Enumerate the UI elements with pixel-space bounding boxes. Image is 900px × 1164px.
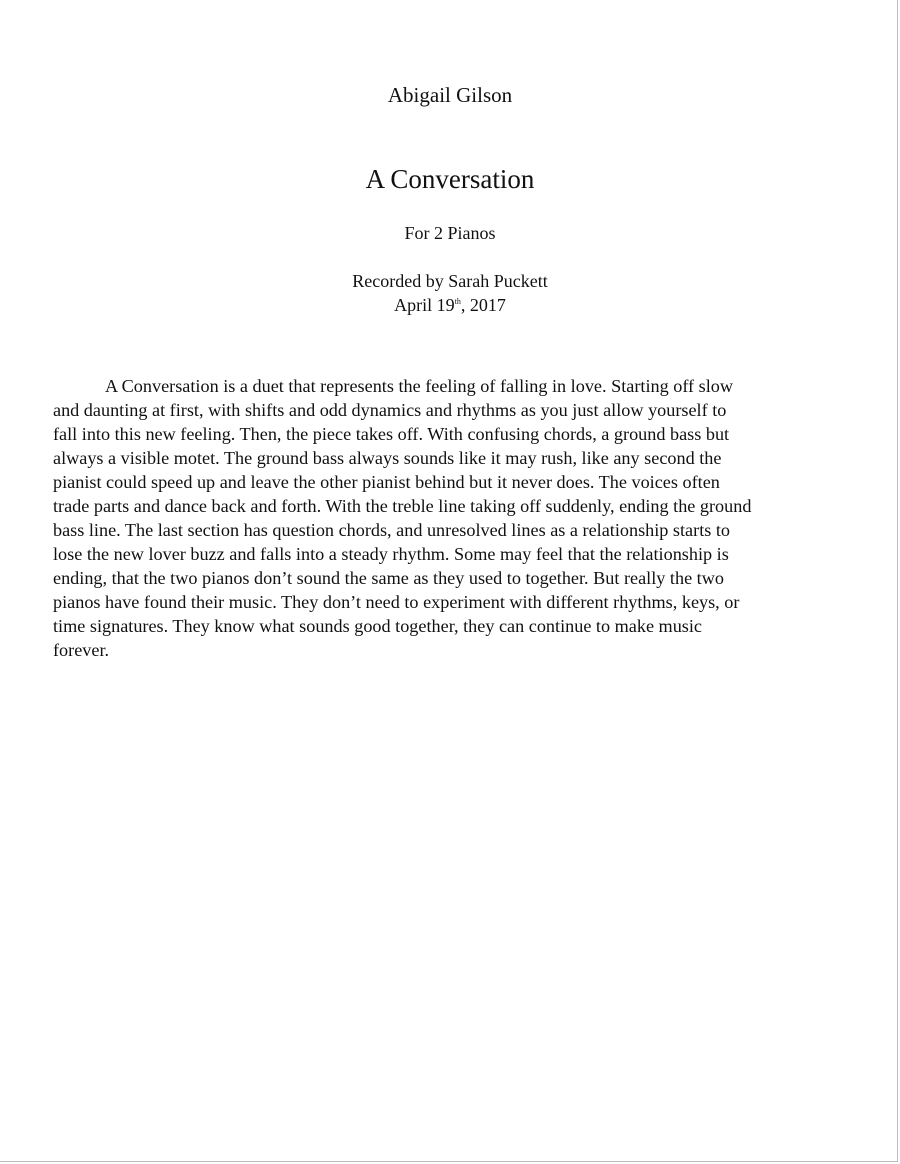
- description-paragraph: [53, 374, 853, 662]
- recording-date: [0, 293, 900, 317]
- paragraph-line: pianist could speed up and leave the other pianist behind but it never does. The voices often: [53, 472, 720, 492]
- paragraph-line: ending, that the two pianos don’t sound the same as they used to together. But really the two: [53, 568, 724, 588]
- instrumentation-subtitle: For 2 Pianos: [404, 223, 496, 243]
- author-name: Abigail Gilson: [387, 83, 513, 107]
- paragraph-line: pianos have found their music. They don’t need to experiment with different rhythms, keys, or: [53, 592, 740, 612]
- paragraph-line: fall into this new feeling. Then, the piece takes off. With confusing chords, a ground bass but: [53, 424, 730, 444]
- paragraph-line: lose the new lover buzz and falls into a steady rhythm. Some may feel that the relationship is: [53, 544, 729, 564]
- date-ordinal-suffix: th: [454, 297, 461, 306]
- paragraph-line: always a visible motet. The ground bass always sounds like it may rush, like any second the: [53, 448, 722, 468]
- paragraph-line: trade parts and dance back and forth. With the treble line taking off suddenly, ending the ground: [53, 496, 752, 516]
- paragraph-line: A Conversation is a duet that represents the feeling of falling in love. Starting off slow: [105, 376, 734, 396]
- paragraph-line: bass line. The last section has question chords, and unresolved lines as a relationship starts to: [53, 520, 731, 540]
- paragraph-line: and daunting at first, with shifts and odd dynamics and rhythms as you just allow yourself to: [53, 400, 727, 420]
- date-month-day: April 19: [394, 295, 455, 315]
- paragraph-line: time signatures. They know what sounds good together, they can continue to make music: [53, 616, 703, 636]
- piece-title: A Conversation: [365, 164, 535, 194]
- recorded-by-line: Recorded by Sarah Puckett: [352, 271, 548, 291]
- date-year: , 2017: [460, 295, 506, 315]
- paragraph-line: forever.: [53, 640, 110, 660]
